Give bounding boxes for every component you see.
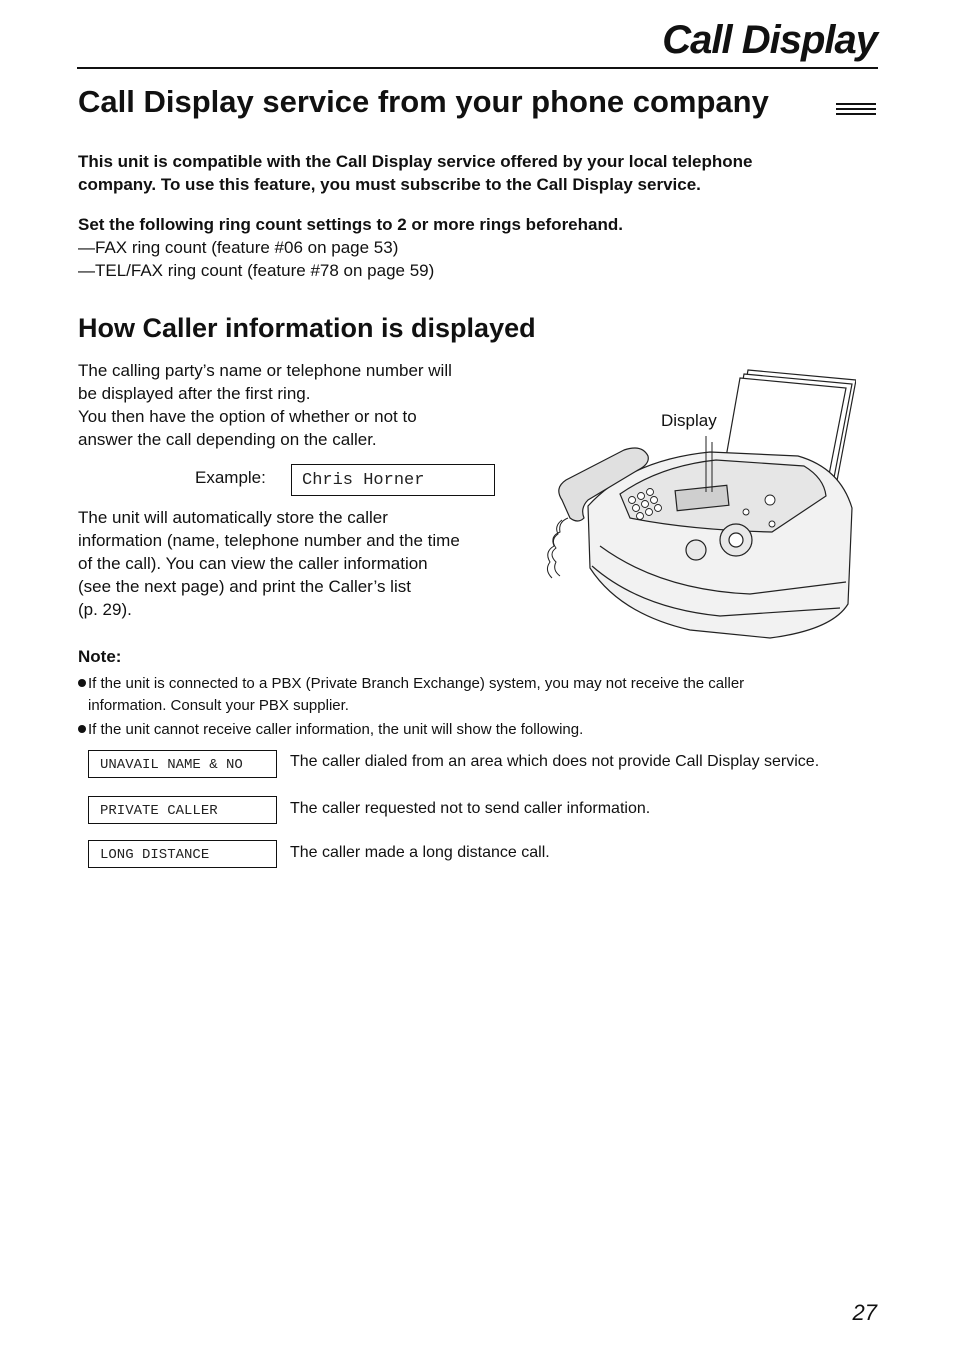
header-rule	[77, 67, 878, 69]
ring-count-item-fax: —FAX ring count (feature #06 on page 53)	[78, 238, 399, 257]
display-private-description: The caller requested not to send caller information.	[290, 800, 651, 817]
display-private-caller: PRIVATE CALLER	[88, 796, 277, 824]
display-paragraph-line-4: answer the call depending on the caller.	[78, 430, 377, 449]
example-display-box: Chris Horner	[291, 464, 495, 496]
display-long-distance-description: The caller made a long distance call.	[290, 844, 550, 861]
note-heading: Note:	[78, 647, 122, 666]
chapter-title: Call Display	[662, 18, 877, 62]
store-paragraph-line-1: The unit will automatically store the caller	[78, 508, 388, 527]
section-title-bars-icon	[836, 103, 876, 118]
store-paragraph-line-2: information (name, telephone number and the time	[78, 531, 460, 550]
note-bullet-2-text: If the unit cannot receive caller information, the unit will show the following.	[88, 721, 584, 738]
page-number: 27	[852, 1300, 877, 1325]
section-title: Call Display service from your phone company	[78, 84, 769, 119]
display-callout-label: Display	[661, 411, 717, 430]
display-unavail-description: The caller dialed from an area which does not provide Call Display service.	[290, 753, 820, 770]
subsection-title: How Caller information is displayed	[78, 313, 536, 343]
display-long-distance: LONG DISTANCE	[88, 840, 277, 868]
store-paragraph-line-4: (see the next page) and print the Caller’s list	[78, 577, 411, 596]
ring-count-item-telfax: —TEL/FAX ring count (feature #78 on page 59)	[78, 261, 435, 280]
store-paragraph-line-5: (p. 29).	[78, 600, 132, 619]
display-unavail-name-no: UNAVAIL NAME & NO	[88, 750, 277, 778]
display-paragraph-line-2: be displayed after the first ring.	[78, 384, 311, 403]
display-paragraph-line-1: The calling party’s name or telephone number will	[78, 361, 452, 380]
note-bullet-1-line-2: information. Consult your PBX supplier.	[88, 697, 349, 714]
fax-machine-illustration	[540, 368, 856, 643]
intro-line-2: company. To use this feature, you must subscribe to the Call Display service.	[78, 175, 701, 194]
note-bullet-1-line-1: If the unit is connected to a PBX (Private Branch Exchange) system, you may not receive the caller	[88, 675, 745, 692]
example-label: Example:	[195, 468, 266, 487]
ring-count-heading: Set the following ring count settings to 2 or more rings beforehand.	[78, 215, 623, 234]
bullet-icon	[78, 725, 86, 733]
display-paragraph-line-3: You then have the option of whether or not to	[78, 407, 417, 426]
bullet-icon	[78, 679, 86, 687]
store-paragraph-line-3: of the call). You can view the caller information	[78, 554, 428, 573]
note-bullet-1	[78, 673, 744, 695]
intro-line-1: This unit is compatible with the Call Display service offered by your local telephone	[78, 152, 753, 171]
note-bullet-2	[78, 719, 583, 741]
